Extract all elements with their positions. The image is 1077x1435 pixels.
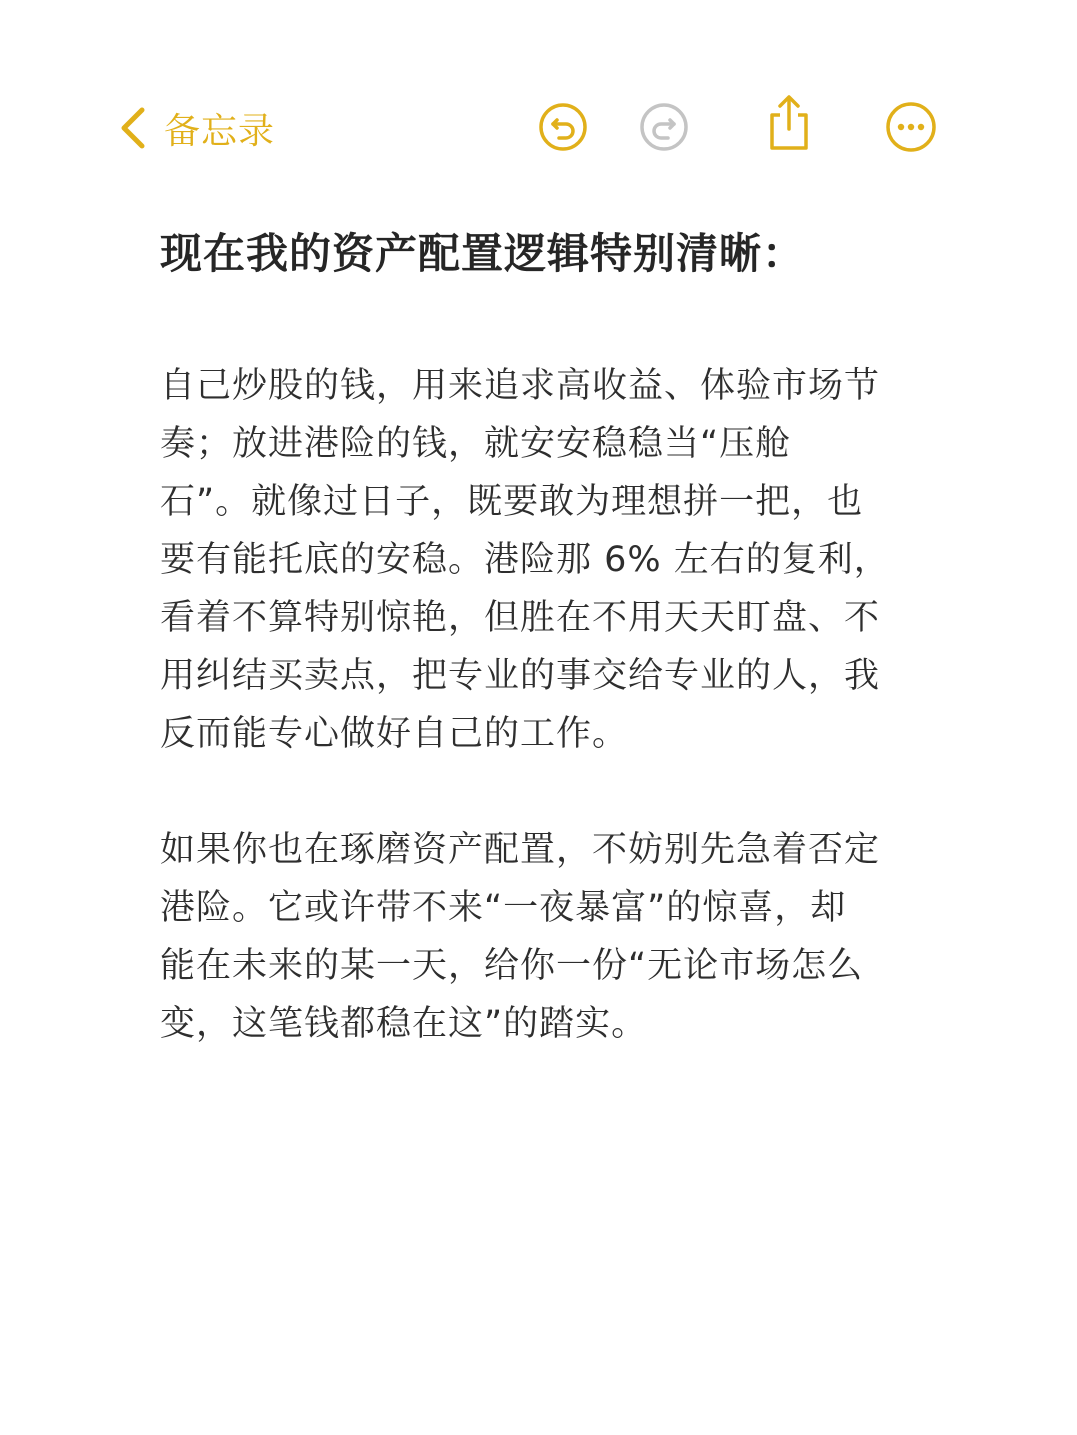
note-title[interactable]: 现在我的资产配置逻辑特别清晰： bbox=[160, 229, 806, 278]
paragraph-line: 石”。就像过日子，既要敢为理想拼一把，也 bbox=[160, 482, 864, 522]
redo-icon bbox=[638, 101, 690, 153]
share-icon bbox=[763, 93, 815, 153]
paragraph-line: 港险。它或许带不来“一夜暴富”的惊喜，却 bbox=[160, 888, 847, 928]
paragraph-line: 要有能托底的安稳。港险那 6% 左右的复利， bbox=[160, 540, 890, 580]
share-button[interactable] bbox=[762, 96, 816, 150]
chevron-left-icon bbox=[118, 106, 148, 150]
paragraph-line: 变，这笔钱都稳在这”的踏实。 bbox=[160, 1004, 648, 1044]
ellipsis-icon bbox=[884, 100, 938, 154]
back-button[interactable] bbox=[118, 100, 275, 156]
back-button-label: 备忘录 bbox=[164, 110, 276, 152]
note-paragraph[interactable] bbox=[160, 821, 912, 1053]
note-paragraph[interactable] bbox=[160, 357, 912, 763]
paragraph-line: 反而能专心做好自己的工作。 bbox=[160, 714, 629, 754]
paragraph-line: 能在未来的某一天，给你一份“无论市场怎么 bbox=[160, 946, 864, 986]
more-options-button[interactable] bbox=[884, 100, 938, 154]
paragraph-line: 如果你也在琢磨资产配置，不妨别先急着否定 bbox=[160, 830, 881, 870]
undo-button[interactable] bbox=[536, 100, 590, 154]
notes-toolbar bbox=[0, 0, 1077, 200]
paragraph-line: 用纠结买卖点，把专业的事交给专业的人，我 bbox=[160, 656, 881, 696]
undo-icon bbox=[537, 101, 589, 153]
redo-button[interactable] bbox=[637, 100, 691, 154]
paragraph-line: 看着不算特别惊艳，但胜在不用天天盯盘、不 bbox=[160, 598, 881, 638]
paragraph-line: 奏；放进港险的钱，就安安稳稳当“压舱 bbox=[160, 424, 792, 464]
paragraph-line: 自己炒股的钱，用来追求高收益、体验市场节 bbox=[160, 366, 881, 406]
